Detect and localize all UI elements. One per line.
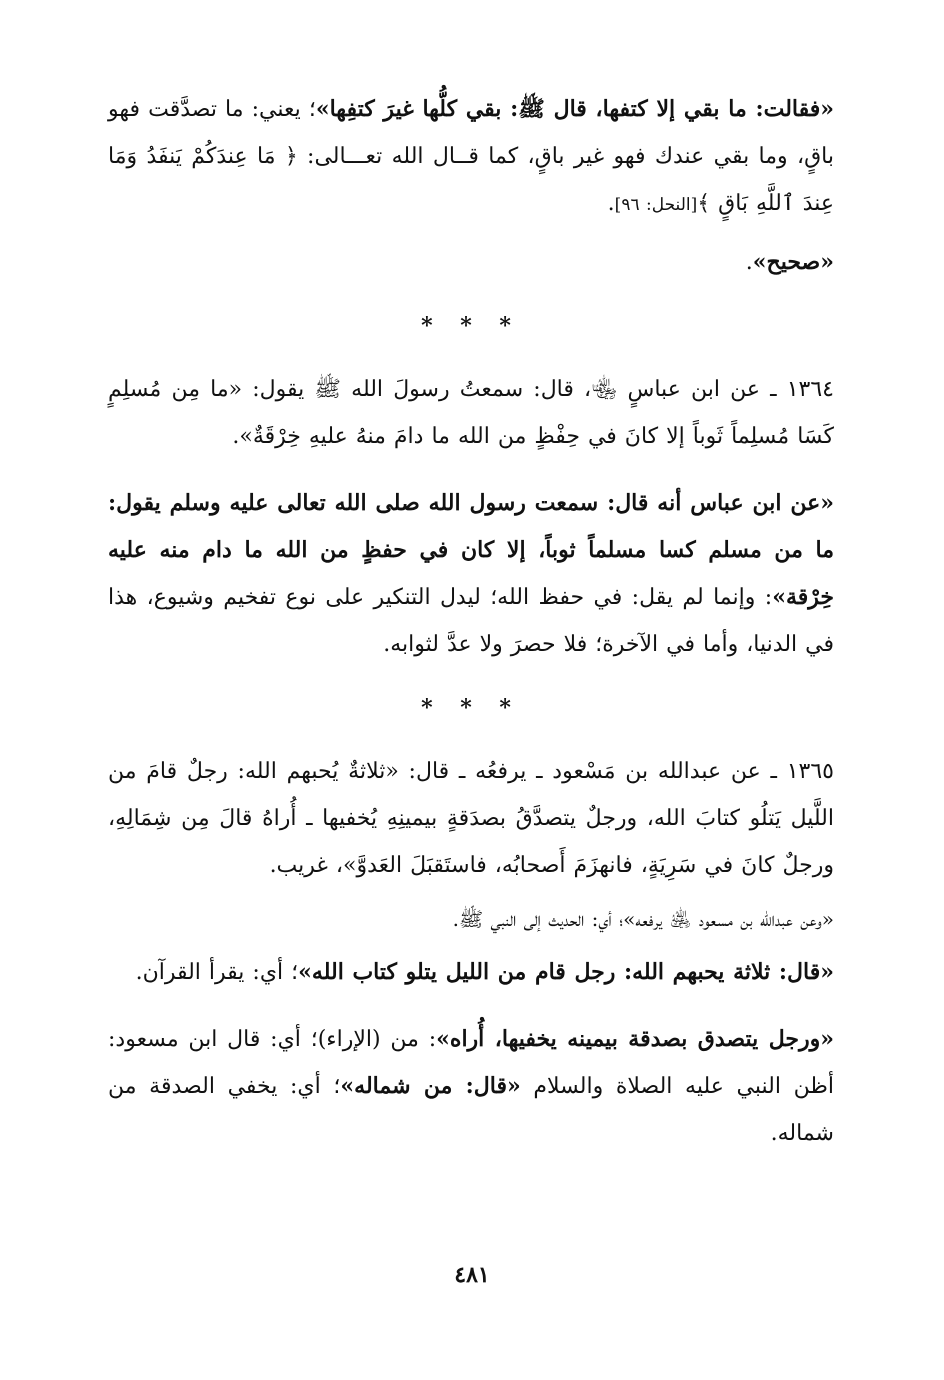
paragraph-commentary-1365-a: «وعن عبدالله بن مسعود ﵁ يرفعه»؛ أي: الحديث إلى النبي ﷺ. bbox=[452, 907, 834, 931]
commentary-text: ؛ يعني: ما تصدَّقت فهو باقٍ، وما بقي عندك فهو غير باقٍ، كما قــال الله تعـــالى: bbox=[108, 97, 834, 169]
commentary-text: : من (الإراء)؛ أي: قال ابن مسعود: أظن النبي عليه الصلاة والسلام bbox=[108, 1027, 834, 1099]
paragraph-commentary-1364 bbox=[108, 480, 834, 668]
quote-bold: «قال: ثلاثة يحبهم الله: رجل قام من الليل يتلو كتاب الله» bbox=[298, 959, 834, 985]
quote-bold: «ورجل يتصدق بصدقة بيمينه يخفيها، أُراه» bbox=[436, 1026, 834, 1052]
verse-reference: [النحل: ٩٦] bbox=[614, 195, 698, 215]
quote-bold: «قال: من شماله» bbox=[340, 1073, 521, 1099]
page-content bbox=[108, 86, 834, 1376]
grade-sahih bbox=[108, 239, 834, 286]
commentary-text: ؛ أي: يخفي الصدقة من شماله. bbox=[108, 1074, 834, 1146]
hadith-1364: ١٣٦٤ ـ عن ابن عباسٍ ﵄، قال: سمعتُ رسولَ الله ﷺ يقول: «ما مِن مُسلِمٍ كَسَا مُسلِماً ثَوباً إلا كانَ في حِفْظٍ من الله ما دامَ منهُ عليهِ خِرْقَةٌ». bbox=[108, 377, 834, 449]
grade-label: «صحيح» bbox=[752, 249, 834, 275]
quran-verse: ﴿ مَا عِندَكُمْ يَنفَدُ وَمَا عِندَ ٱللَّهِ بَاقٍ ﴾ bbox=[108, 144, 834, 216]
section-separator: * * * bbox=[421, 695, 521, 721]
commentary-text: : وإنما لم يقل: في حفظ الله؛ ليدل التنكير على نوع تفخيم وشيوع، هذا في الدنيا، وأما في الآخرة؛ فلا حصرَ ولا عدَّ لثوابه. bbox=[108, 585, 834, 657]
paragraph-commentary-1 bbox=[108, 86, 834, 229]
section-separator: * * * bbox=[421, 313, 521, 339]
hadith-1365: ١٣٦٥ ـ عن عبدالله بن مَسْعود ـ يرفعُه ـ قال: «ثلاثةٌ يُحبهم الله: رجلٌ قامَ من اللَّيل يَتلُو كتابَ الله، ورجلٌ يتصدَّقُ بصدَقةٍ بيمينِهِ يُخفيها ـ أُراهُ قالَ مِن شِمَالِهِ، ورجلٌ كانَ في سَرِيَةٍ، فانهزَمَ أَصحابُه، فاستَقبَلَ العَدوَّ»، غريب. bbox=[108, 759, 834, 878]
period: . bbox=[745, 250, 753, 275]
paragraph-commentary-1365-b bbox=[108, 949, 834, 996]
commentary-text: ؛ أي: يقرأ القرآن. bbox=[135, 960, 299, 985]
quote-bold: «فقالت: ما بقي إلا كتفها، قال ﷺ: بقي كلُّها غيرَ كتفِها» bbox=[315, 96, 835, 122]
paragraph-commentary-1365-c bbox=[108, 1016, 834, 1157]
quote-bold: «عن ابن عباس أنه قال: سمعت رسول الله صلى الله تعالى عليه وسلم يقول: ما من مسلم كسا مسلماً ثوباً، إلا كان في حفظٍ من الله ما دام منه عليه خِرْقة» bbox=[108, 490, 834, 610]
period: . bbox=[607, 191, 615, 216]
page-number: ٤٨١ bbox=[454, 1262, 490, 1288]
